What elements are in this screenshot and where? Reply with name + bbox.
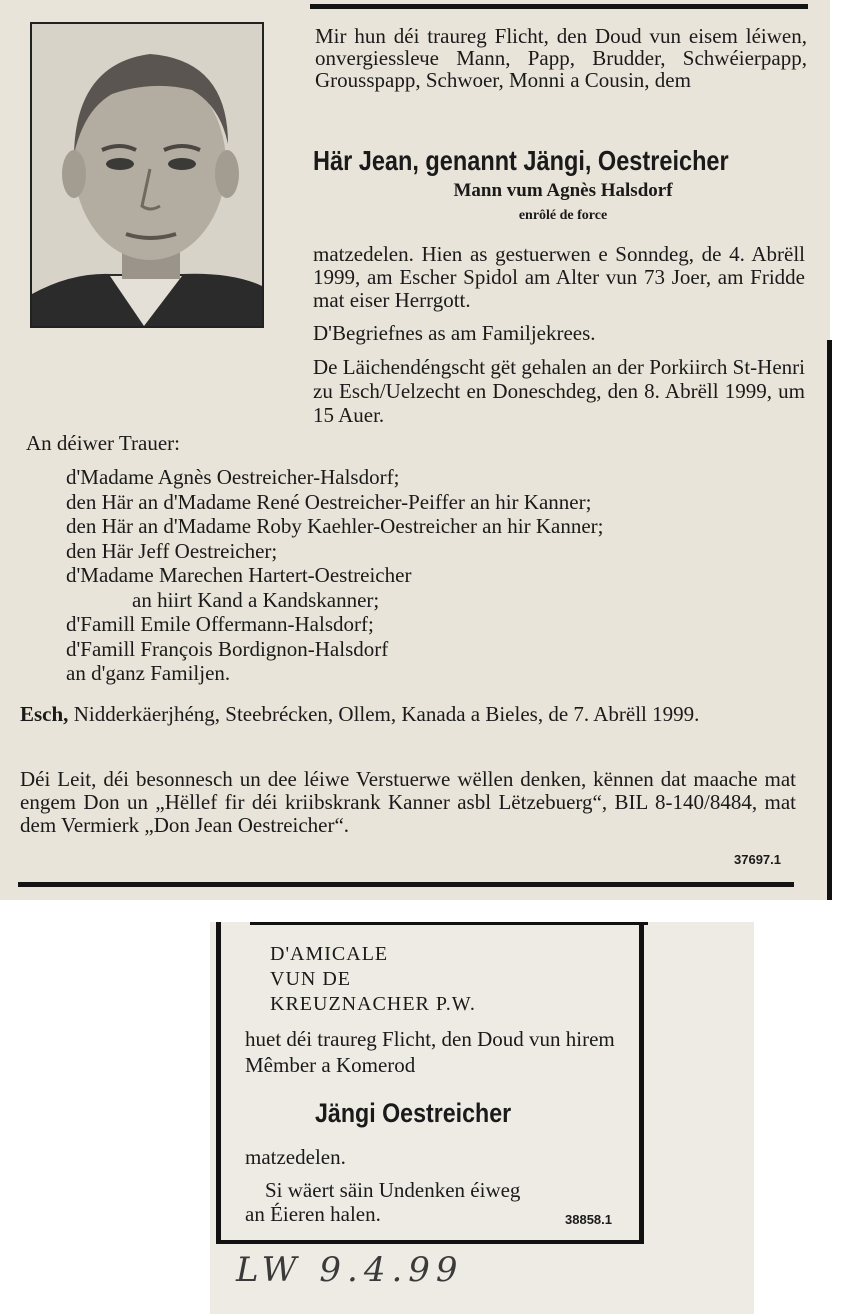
- place-bold: Esch,: [20, 702, 69, 726]
- mourners-list: [66, 465, 806, 686]
- org-line: VUN DE: [270, 968, 351, 990]
- mourner-line: den Här an d'Madame René Oestreicher-Peiffer an hir Kanner;: [66, 489, 592, 514]
- mourner-line: den Här an d'Madame Roby Kaehler-Oestreicher an hir Kanner;: [66, 514, 604, 538]
- mourner-line: an hiirt Kand a Kandskanner;: [132, 587, 380, 612]
- notice-reference: 37697.1: [734, 852, 781, 867]
- amicale-closing-1: matzedelen.: [245, 1145, 346, 1169]
- place-date-line: [20, 703, 798, 725]
- org-line: D'AMICALE: [270, 943, 389, 965]
- bottom-rule: [18, 882, 794, 887]
- donation-note: Déi Leit, déi besonnesch un dee léiwe Verstuerwe wëllen denken, kënnen dat maache mat engem Don un „Hëllef fir déi kriibskrank Kanner asbl Lëtzebuerg“, BIL 8-140/8484, mat dem Vermierk „Don Jean Oestreicher“.: [20, 767, 796, 837]
- mourner-line: an d'ganz Familjen.: [66, 661, 231, 685]
- spouse-line: Mann vum Agnès Halsdorf: [453, 180, 673, 201]
- handwritten-date-note: LW 9.4.99: [236, 1250, 464, 1290]
- right-border: [827, 340, 832, 900]
- amicale-deceased-name: Jängi Oestreicher: [315, 1098, 512, 1128]
- mourner-line: d'Famill François Bordignon-Halsdorf: [66, 636, 389, 661]
- amicale-closing-2: Si wäert säin Undenken éiweg an Éieren halen.: [245, 1178, 521, 1226]
- org-line: KREUZNACHER P.W.: [270, 993, 476, 1015]
- amicale-text: huet déi traureg Flicht, den Doud vun hirem Mêmber a Komerod: [245, 1027, 615, 1077]
- death-details: matzedelen. Hien as gestuerwen e Sonndeg, de 4. Abrëll 1999, am Escher Spidol am Alter vun 73 Joer, am Fridde mat eiser Herrgott.: [313, 242, 805, 312]
- amicale-top-rule: [250, 922, 648, 925]
- mourner-line: den Här Jeff Oestreicher;: [66, 538, 278, 563]
- amicale-organization: [270, 942, 476, 1017]
- deceased-name: Här Jean, genannt Jängi, Oestreicher: [313, 145, 729, 176]
- mourning-header: An déiwer Trauer:: [26, 431, 180, 455]
- mourner-line: d'Madame Agnès Oestreicher-Halsdorf;: [66, 465, 400, 489]
- burial-note: D'Begriefnes as am Familjekrees.: [313, 321, 596, 345]
- notice-intro: Mir hun déi traureg Flicht, den Doud vun eisem léiwen, onvergiesslече Mann, Papp, Brudder, Schwéierpapp, Grousspapp, Schwoer, Monni a Cousin, dem: [315, 24, 807, 92]
- mourner-line: d'Famill Emile Offermann-Halsdorf;: [66, 612, 374, 636]
- enrole-de-force-line: enrôlé de force: [518, 208, 608, 223]
- amicale-reference: 38858.1: [565, 1212, 612, 1227]
- portrait-photo: [30, 22, 264, 328]
- place-rest: Nidderkäerjhéng, Steebrécken, Ollem, Kanada a Bieles, de 7. Abrëll 1999.: [68, 702, 700, 726]
- top-rule: [310, 4, 808, 9]
- mourner-line: d'Madame Marechen Hartert-Oestreicher: [66, 563, 412, 587]
- funeral-details: De Läichendéngscht gët gehalen an der Porkiirch St-Henri zu Esch/Uelzecht en Doneschdeg, den 8. Abrëll 1999, um 15 Auer.: [313, 355, 805, 427]
